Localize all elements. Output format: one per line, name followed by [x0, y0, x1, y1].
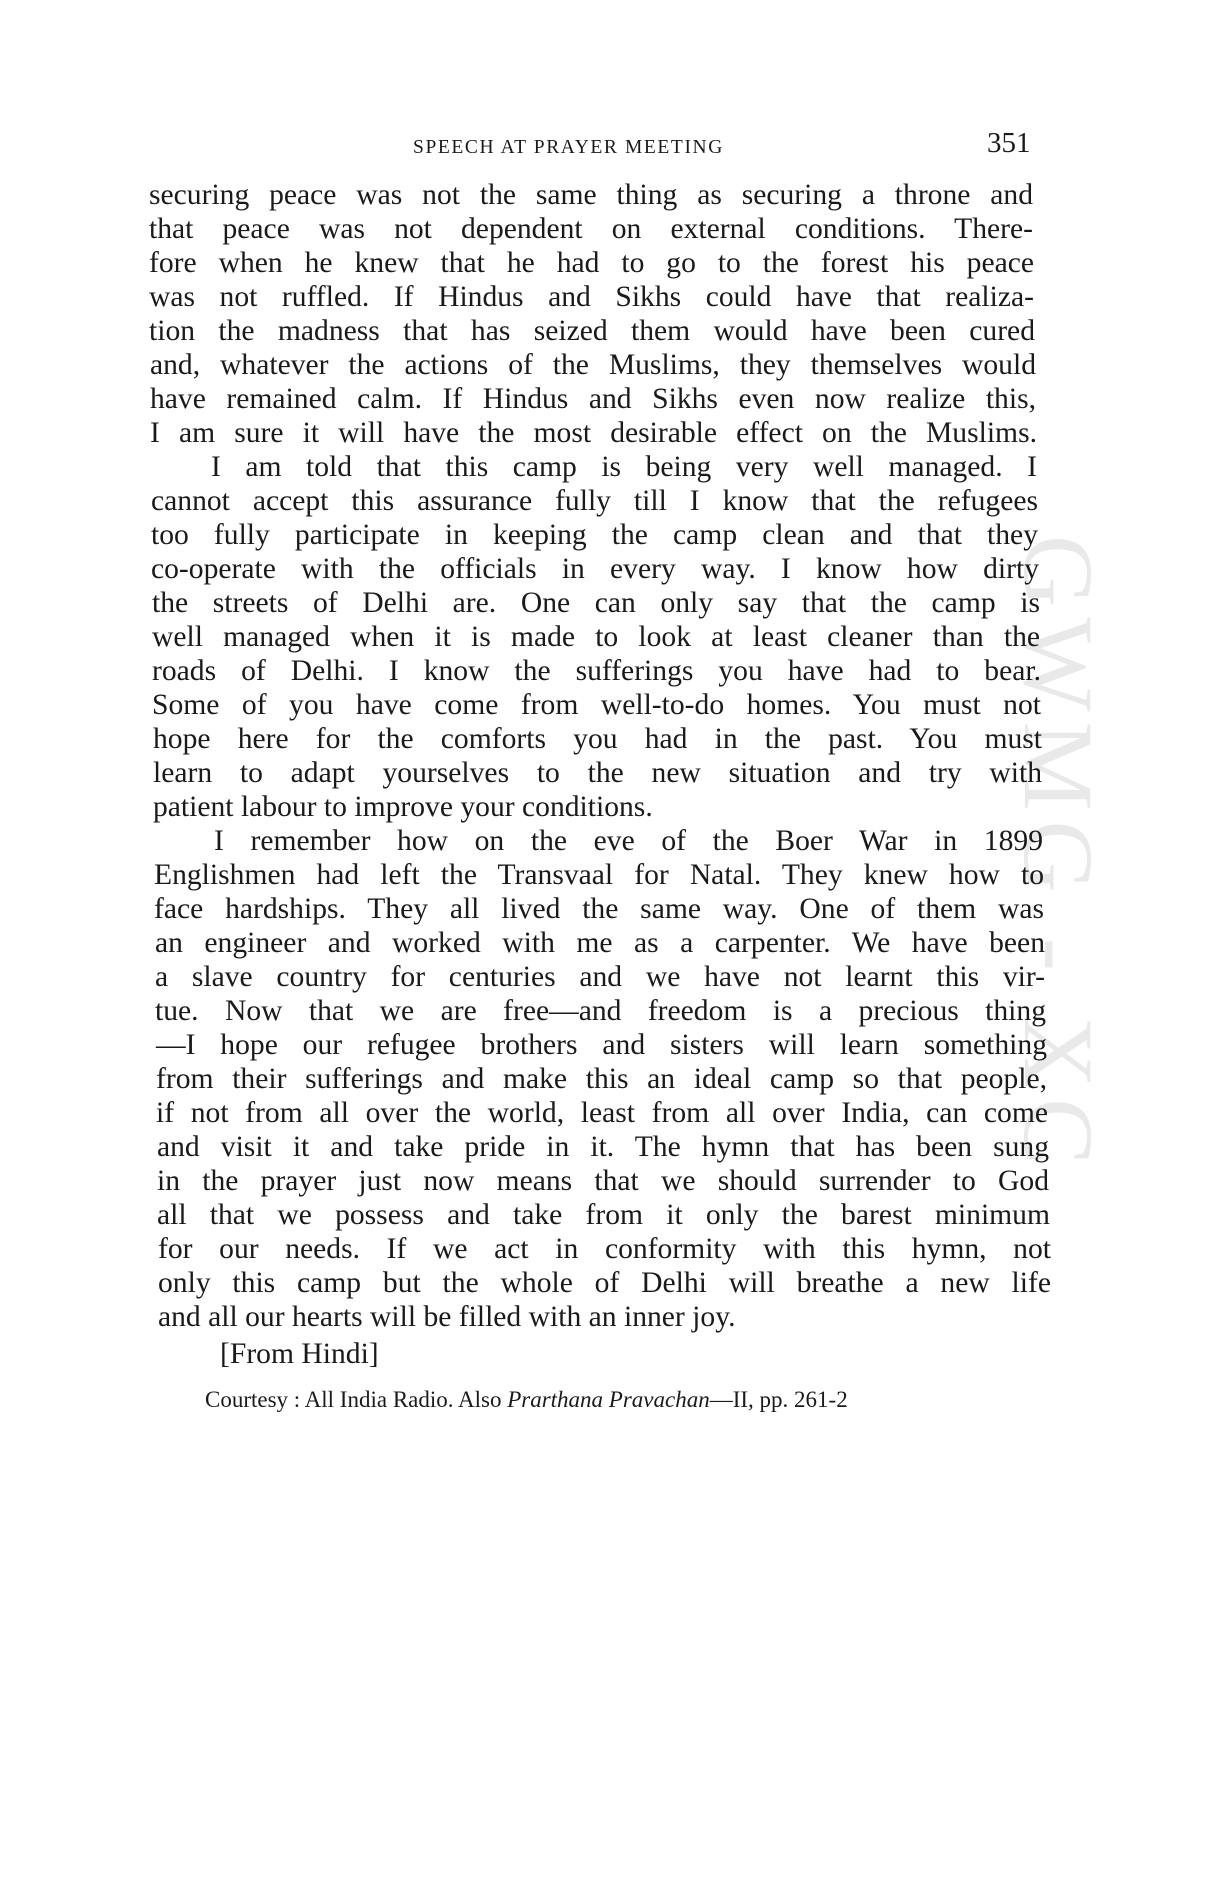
text-line: the streets of Delhi are. One can only say that the camp is: [152, 587, 1040, 619]
text-line: I am told that this camp is being very well managed. I: [211, 451, 1037, 483]
text-line: too fully participate in keeping the camp clean and that they: [151, 519, 1038, 551]
text-line: hope here for the comforts you had in the past. You must: [153, 723, 1042, 755]
text-line: tue. Now that we are free—and freedom is a precious thing: [155, 995, 1046, 1027]
text-line: a slave country for centuries and we have not learnt this vir-: [155, 961, 1045, 993]
text-line: and visit it and take pride in it. The hymn that has been sung: [157, 1131, 1049, 1163]
text-line: tion the madness that has seized them would have been cured: [149, 315, 1035, 347]
text-line: have remained calm. If Hindus and Sikhs even now realize this,: [150, 383, 1036, 415]
text-line: well managed when it is made to look at least cleaner than the: [152, 621, 1040, 653]
text-line: I remember how on the eve of the Boer War in 1899: [214, 825, 1043, 857]
text-line: I am sure it will have the most desirable effect on the Muslims.: [150, 417, 1037, 449]
running-title: SPEECH AT PRAYER MEETING: [413, 137, 724, 158]
text-line: Englishmen had left the Transvaal for Natal. They knew how to: [154, 859, 1044, 891]
source-note: [From Hindi]: [220, 1338, 379, 1370]
courtesy-prefix: Courtesy : All India Radio. Also: [205, 1387, 508, 1412]
text-line: learn to adapt yourselves to the new situation and try with: [153, 757, 1042, 789]
text-line: —I hope our refugee brothers and sisters will learn something: [156, 1029, 1047, 1061]
text-line: in the prayer just now means that we should surrender to God: [157, 1165, 1049, 1197]
text-line: and all our hearts will be filled with an inner joy.: [158, 1301, 736, 1333]
text-line: securing peace was not the same thing as securing a throne and: [149, 179, 1033, 211]
text-line: cannot accept this assurance fully till I know that the refugees: [151, 485, 1038, 517]
text-line: and, whatever the actions of the Muslims, they themselves would: [150, 349, 1036, 381]
text-line: if not from all over the world, least from all over India, can come: [156, 1097, 1048, 1129]
text-line: for our needs. If we act in conformity with this hymn, not: [158, 1233, 1051, 1265]
text-line: face hardships. They all lived the same way. One of them was: [154, 893, 1044, 925]
text-line: Some of you have come from well-to-do homes. You must not: [152, 689, 1041, 721]
watermark: GWMG - XC: [1003, 535, 1114, 1175]
page-number: 351: [987, 127, 1031, 159]
text-line: roads of Delhi. I know the sufferings you have had to bear.: [152, 655, 1041, 687]
text-line: an engineer and worked with me as a carpenter. We have been: [155, 927, 1045, 959]
text-line: fore when he knew that he had to go to the forest his peace: [149, 247, 1034, 279]
text-line: all that we possess and take from it only the barest minimum: [157, 1199, 1050, 1231]
text-line: was not ruffled. If Hindus and Sikhs could have that realiza-: [149, 281, 1034, 313]
courtesy-note: [205, 1385, 848, 1415]
text-line: from their sufferings and make this an ideal camp so that people,: [156, 1063, 1047, 1095]
text-line: that peace was not dependent on external conditions. There-: [149, 213, 1033, 245]
text-line: patient labour to improve your conditions.: [153, 791, 653, 823]
text-line: only this camp but the whole of Delhi will breathe a new life: [158, 1267, 1051, 1299]
text-line: co-operate with the officials in every way. I know how dirty: [151, 553, 1039, 585]
courtesy-title: Prarthana Pravachan: [507, 1387, 710, 1412]
courtesy-suffix: —II, pp. 261-2: [709, 1387, 848, 1412]
